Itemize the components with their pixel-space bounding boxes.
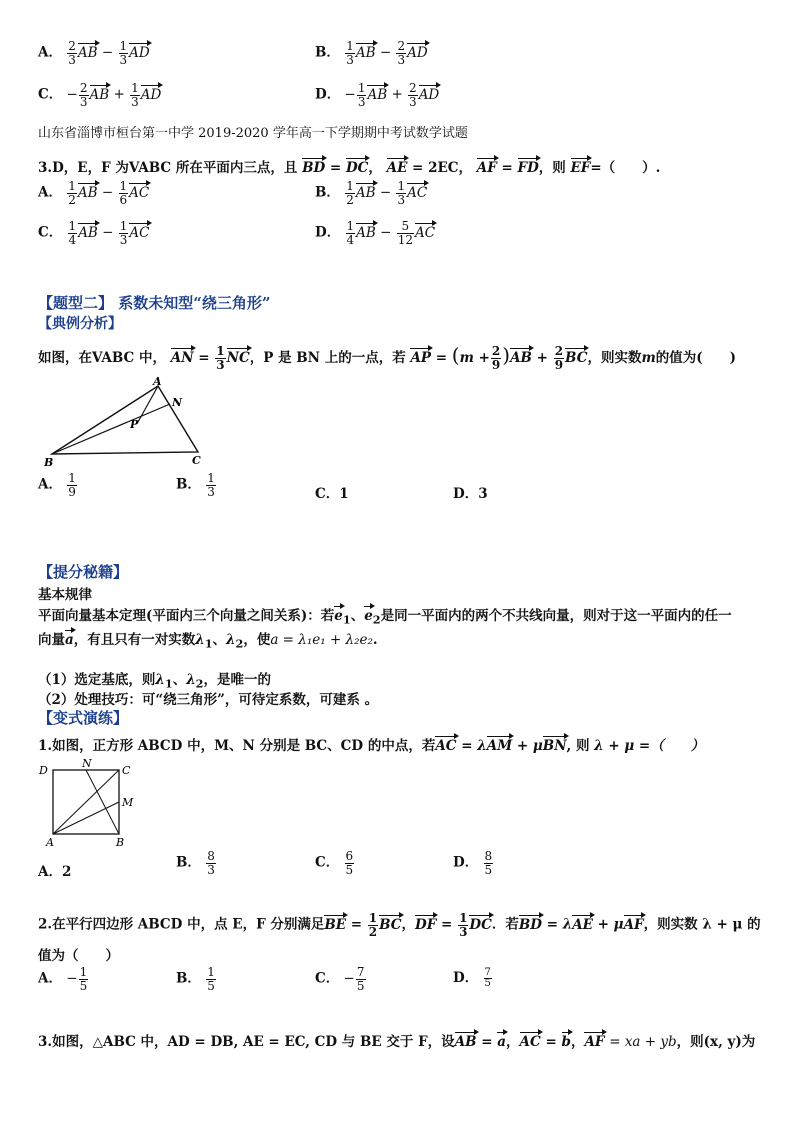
practice-q1-option-a[interactable]: A．2 — [38, 864, 72, 880]
q3-option-d[interactable]: D． $\frac{1}{4}$ AB − $\frac{5}{12}$ AC — [315, 219, 436, 247]
theorem-line1: 平面向量基本定理(平面内三个向量之间关系)：若$e_1$、$e_2$是同一平面内的两个不共线向量，则对于这一平面内的任一 — [38, 608, 732, 627]
label-c: C — [122, 764, 131, 777]
practice-q2-option-d[interactable]: D． $\frac{7}{5}$ — [453, 966, 491, 989]
segment-bn — [52, 404, 170, 454]
point-2: （2）处理技巧：可“绕三角形”，可待定系数，可建系 。 — [38, 692, 379, 708]
source-line: 山东省淄博市桓台第一中学 2019-2020 学年高一下学期期中考试数学试题 — [38, 126, 468, 141]
label-a: A — [46, 836, 54, 848]
label-n: N — [82, 758, 92, 770]
practice-q2-stem: 2.在平行四边形 ABCD 中，点 E，F 分别满足BE = $\frac{1}{2}$ BC，DF = $\frac{1}{3}$ DC．若BD = λAE + μAF，则实数 λ + μ 的 — [38, 911, 761, 939]
label-b: B — [116, 836, 125, 848]
triangle-figure — [40, 376, 210, 468]
example-heading: 【典例分析】 — [38, 316, 122, 332]
segment-ac — [53, 770, 119, 834]
label-p: P — [130, 418, 139, 431]
label-a: A — [153, 376, 162, 388]
theorem-line2: 向量a，有且只有一对实数$\lambda_1$、$\lambda_2$，使a = λ₁e₁ + λ₂e₂. — [38, 632, 378, 651]
type2-option-a[interactable]: A． $\frac{1}{9}$ — [38, 471, 76, 499]
label-d: D — [39, 764, 48, 777]
practice-q2-line2: 值为（ ） — [38, 948, 119, 964]
segment-am — [53, 802, 119, 834]
prev-option-b[interactable]: B． $\frac{1}{3}$ AB − $\frac{2}{3}$ AD — [315, 39, 428, 67]
practice-q1-option-d[interactable]: D． $\frac{8}{5}$ — [453, 849, 493, 877]
label-m: M — [122, 796, 134, 809]
tips-heading: 【提分秘籍】 — [38, 563, 129, 581]
practice-q2-option-b[interactable]: B． $\frac{1}{5}$ — [176, 965, 215, 993]
type2-heading: 【题型二】 系数未知型“绕三角形” — [38, 294, 271, 312]
practice-q3-stem: 3.如图，△ABC 中，AD = DB, AE = EC, CD 与 BE 交于 F，设AB = a，AC = b，AF = xa + yb，则(x, y)为 — [38, 1034, 756, 1050]
type2-stem: 如图，在VABC 中， AN = $\frac{1}{3}$ NC，P 是 BN 上的一点，若 AP = (m + $\frac{2}{9}$ )AB + $\frac{2}{9}$ BC，则实数m的值为( ) — [38, 343, 737, 372]
segment-ap — [138, 386, 158, 422]
rule-title: 基本规律 — [38, 587, 92, 603]
practice-q2-option-c[interactable]: C． − $\frac{7}{5}$ — [315, 965, 365, 993]
practice-q1-stem: 1.如图，正方形 ABCD 中，M、N 分别是 BC、CD 的中点，若AC = λAM + μBN, 则 λ + μ =（ ） — [38, 738, 705, 754]
point-1: （1）选定基底，则$\lambda_1$、$\lambda_2$，是唯一的 — [38, 672, 271, 691]
type2-option-d[interactable]: D．3 — [453, 486, 488, 502]
prev-option-d[interactable]: D． − $\frac{1}{3}$ AB + $\frac{2}{3}$ AD — [315, 81, 440, 109]
type2-option-c[interactable]: C．1 — [315, 486, 349, 502]
practice-q2-option-a[interactable]: A． − $\frac{1}{5}$ — [38, 965, 88, 993]
practice-q1-option-b[interactable]: B． $\frac{8}{3}$ — [176, 849, 215, 877]
square-figure — [36, 758, 141, 848]
prev-option-c[interactable]: C． − $\frac{2}{3}$ AB + $\frac{1}{3}$ AD — [38, 81, 162, 109]
practice-heading: 【变式演练】 — [38, 709, 129, 727]
q3-option-a[interactable]: A． $\frac{1}{2}$ AB − $\frac{1}{6}$ AC — [38, 179, 150, 207]
prev-option-a[interactable]: A． $\frac{2}{3}$ AB − $\frac{1}{3}$ AD — [38, 39, 150, 67]
type2-option-b[interactable]: B． $\frac{1}{3}$ — [176, 471, 215, 499]
practice-q1-option-c[interactable]: C． $\frac{6}{5}$ — [315, 849, 354, 877]
segment-bn — [86, 770, 119, 834]
label-b: B — [44, 456, 54, 468]
label-c: C — [192, 454, 201, 467]
q3-option-b[interactable]: B． $\frac{1}{2}$ AB − $\frac{1}{3}$ AC — [315, 179, 428, 207]
q3-stem: 3.D，E，F 为VABC 所在平面内三点，且 BD = DC， AE = 2EC， AF = FD，则 EF=（ ）. — [38, 160, 661, 176]
option-label: A． — [38, 44, 62, 61]
label-n: N — [172, 396, 183, 409]
q3-option-c[interactable]: C． $\frac{1}{4}$ AB − $\frac{1}{3}$ AC — [38, 219, 150, 247]
